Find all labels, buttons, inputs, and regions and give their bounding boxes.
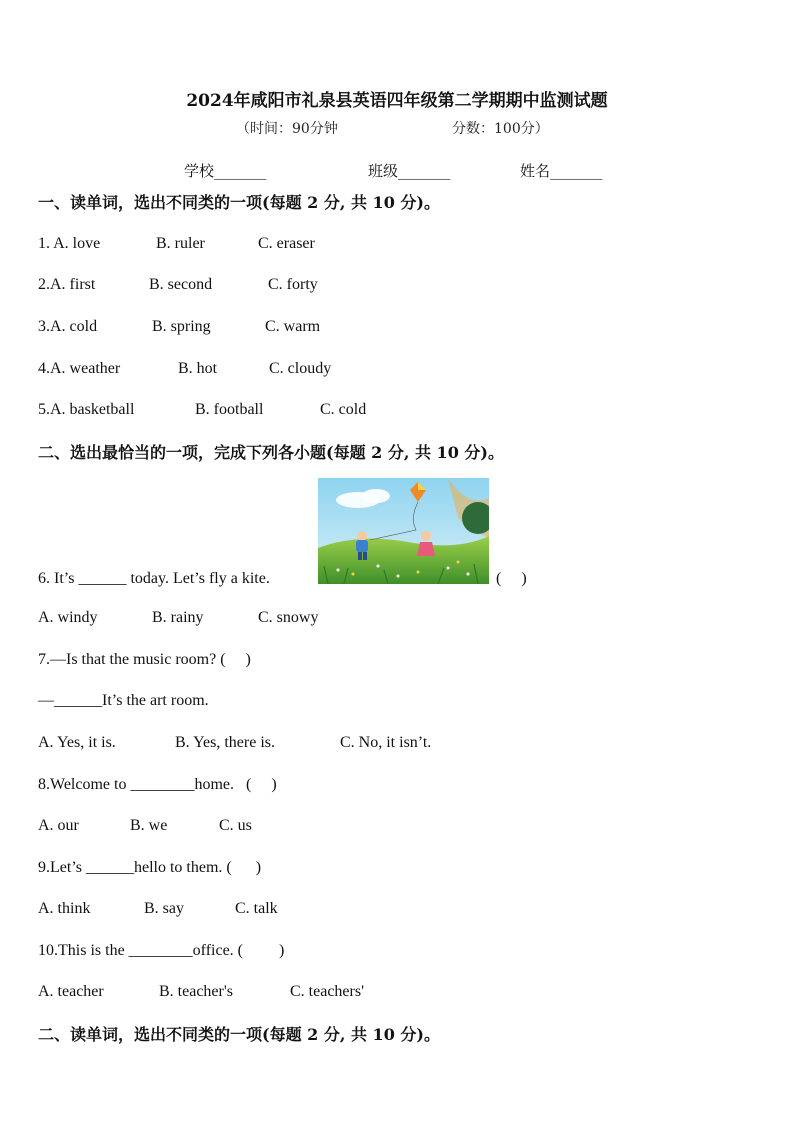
q4-option-c: C. cloudy: [269, 360, 332, 377]
q7-option-b: B. Yes, there is.: [175, 734, 276, 751]
section-2-heading: 二、选出最恰当的一项，完成下列各小题(每题 2 分, 共 10 分)。: [38, 443, 504, 462]
q4-option-b: B. hot: [178, 360, 218, 377]
q5-option-a: 5.A. basketball: [38, 401, 135, 418]
q8-option-a: A. our: [38, 817, 79, 834]
class-field: 班级_______: [368, 162, 451, 180]
q6-answer-blank: ( ): [496, 570, 527, 587]
page-title: 2024年咸阳市礼泉县英语四年级第二学期期中监测试题: [186, 91, 608, 111]
q8-option-b: B. we: [130, 817, 168, 834]
kite-flying-illustration: [318, 478, 489, 584]
q3-option-b: B. spring: [152, 318, 211, 335]
q6-option-a: A. windy: [38, 609, 98, 626]
q7-reply: —______It’s the art room.: [38, 692, 209, 709]
q9-stem: 9.Let’s ______hello to them. ( ): [38, 859, 262, 876]
q9-option-c: C. talk: [235, 900, 278, 917]
q2-option-c: C. forty: [268, 276, 318, 293]
q6-stem: 6. It’s ______ today. Let’s fly a kite.: [38, 570, 270, 587]
q1-option-a: 1. A. love: [38, 235, 101, 252]
q3-option-c: C. warm: [265, 318, 321, 335]
q9-option-a: A. think: [38, 900, 91, 917]
q10-option-a: A. teacher: [38, 983, 104, 1000]
q5-option-c: C. cold: [320, 401, 367, 418]
q7-option-a: A. Yes, it is.: [38, 734, 116, 751]
q6-option-c: C. snowy: [258, 609, 319, 626]
q2-option-b: B. second: [149, 276, 213, 293]
exam-score: 分数：100分）: [452, 121, 549, 137]
q2-option-a: 2.A. first: [38, 276, 96, 293]
section-3-heading: 二、读单词，选出不同类的一项(每题 2 分, 共 10 分)。: [38, 1025, 440, 1044]
exam-time: （时间：90分钟: [236, 121, 338, 137]
school-field: 学校_______: [184, 162, 267, 180]
q8-option-c: C. us: [219, 817, 252, 834]
q10-stem: 10.This is the ________office. ( ): [38, 942, 285, 959]
q3-option-a: 3.A. cold: [38, 318, 98, 335]
name-field: 姓名_______: [520, 162, 603, 180]
q1-option-c: C. eraser: [258, 235, 315, 252]
q7-stem: 7.—Is that the music room? ( ): [38, 651, 251, 668]
q7-option-c: C. No, it isn’t.: [340, 734, 432, 751]
q9-option-b: B. say: [144, 900, 184, 917]
q4-option-a: 4.A. weather: [38, 360, 121, 377]
q6-option-b: B. rainy: [152, 609, 204, 626]
q10-option-c: C. teachers': [290, 983, 364, 1000]
q5-option-b: B. football: [195, 401, 264, 418]
q10-option-b: B. teacher's: [159, 983, 233, 1000]
q8-stem: 8.Welcome to ________home. ( ): [38, 776, 277, 793]
q1-option-b: B. ruler: [156, 235, 205, 252]
section-1-heading: 一、读单词，选出不同类的一项(每题 2 分, 共 10 分)。: [38, 193, 440, 212]
